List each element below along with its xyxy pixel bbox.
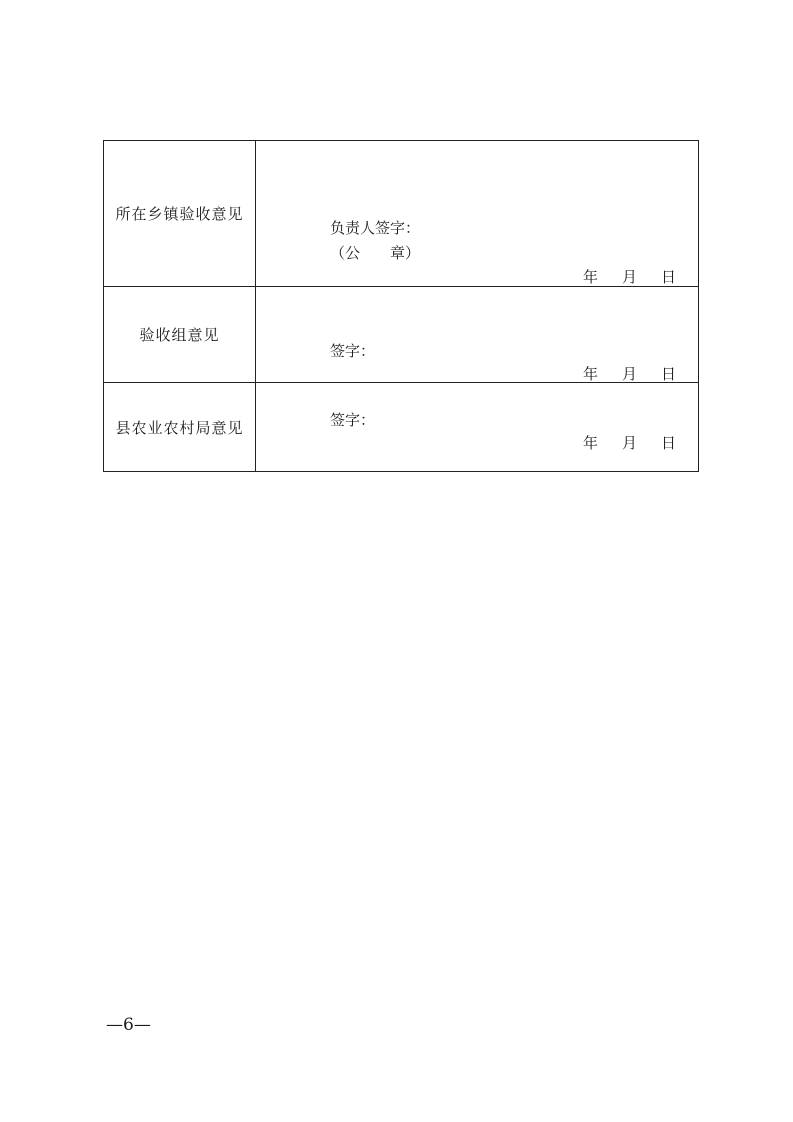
date-day-label: 日 bbox=[660, 434, 676, 452]
row-label: 所在乡镇验收意见 bbox=[104, 141, 256, 286]
date-year-label: 年 bbox=[582, 365, 598, 383]
table-row-acceptance-group-opinion bbox=[104, 286, 698, 382]
signature-label: 负责人签字： bbox=[330, 219, 421, 237]
signature-label: 签字： bbox=[330, 411, 376, 429]
signature-label: 签字： bbox=[330, 342, 376, 360]
date-month-label: 月 bbox=[621, 434, 637, 452]
table-row-county-bureau-opinion bbox=[104, 382, 698, 471]
row-label: 验收组意见 bbox=[104, 287, 256, 382]
date-day-label: 日 bbox=[660, 365, 676, 383]
date-month-label: 月 bbox=[621, 365, 637, 383]
date-line bbox=[583, 432, 676, 453]
opinion-field-township[interactable] bbox=[256, 141, 698, 286]
date-day-label: 日 bbox=[660, 268, 676, 286]
date-line bbox=[583, 266, 676, 287]
page-number: —6— bbox=[106, 1015, 151, 1035]
opinion-field-county-bureau[interactable] bbox=[256, 383, 698, 471]
date-year-label: 年 bbox=[582, 268, 598, 286]
row-label: 县农业农村局意见 bbox=[104, 383, 256, 471]
opinion-field-acceptance-group[interactable] bbox=[256, 287, 698, 382]
date-year-label: 年 bbox=[582, 434, 598, 452]
date-line bbox=[583, 363, 676, 384]
table-row-township-opinion bbox=[104, 141, 698, 286]
seal-label: （公 章） bbox=[330, 244, 421, 262]
approval-opinion-table bbox=[103, 140, 699, 472]
date-month-label: 月 bbox=[621, 268, 637, 286]
